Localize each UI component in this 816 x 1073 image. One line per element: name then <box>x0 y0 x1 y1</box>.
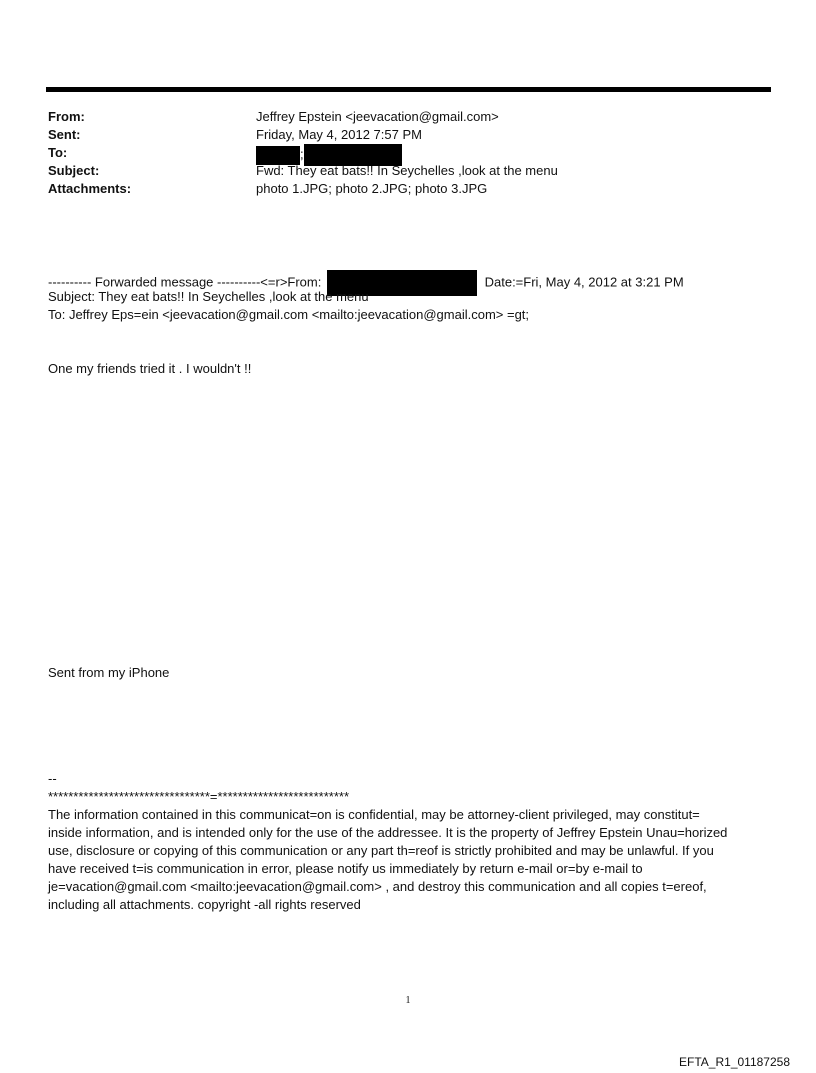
forwarded-subject: Subject: They eat bats!! In Seychelles ,look at the menu <box>48 289 369 304</box>
from-label: From: <box>48 109 85 124</box>
disclaimer-line: The information contained in this communicat=on is confidential, may be attorney-client privileged, may constitut= <box>48 807 700 822</box>
header-rule <box>46 87 771 92</box>
from-value: Jeffrey Epstein <jeevacation@gmail.com> <box>256 109 499 124</box>
attachments-value: photo 1.JPG; photo 2.JPG; photo 3.JPG <box>256 181 488 196</box>
disclaimer-text <box>48 806 768 914</box>
disclaimer-line: je=vacation@gmail.com <mailto:jeevacation@gmail.com> , and destroy this communication and all copies t=ereof, <box>48 879 707 894</box>
disclaimer-line: including all attachments. copyright -all rights reserved <box>48 897 361 912</box>
forwarded-to: To: Jeffrey Eps=ein <jeevacation@gmail.com <mailto:jeevacation@gmail.com> =gt; <box>48 307 530 322</box>
disclaimer-stars: ********************************=************************** <box>48 789 350 804</box>
sent-label: Sent: <box>48 127 81 142</box>
subject-value: Fwd: They eat bats!! In Seychelles ,look at the menu <box>256 163 558 178</box>
attachments-label: Attachments: <box>48 181 132 196</box>
message-body: One my friends tried it . I wouldn't !! <box>48 361 252 376</box>
to-label: To: <box>48 145 68 160</box>
page-number: 1 <box>405 995 411 1006</box>
forwarded-date: Date:=Fri, May 4, 2012 at 3:21 PM <box>484 274 684 290</box>
subject-label: Subject: <box>48 163 100 178</box>
disclaimer-line: use, disclosure or copying of this communication or any part th=reof is strictly prohibited and may be unlawful. If you <box>48 843 714 858</box>
sent-value: Friday, May 4, 2012 7:57 PM <box>256 127 422 142</box>
document-id: EFTA_R1_01187258 <box>679 1055 790 1069</box>
disclaimer-dashes: -- <box>48 771 57 786</box>
disclaimer-line: have received t=is communication in error, please notify us immediately by return e-mail or=by e-mail to <box>48 861 643 876</box>
to-separator: ; <box>300 146 304 162</box>
signature: Sent from my iPhone <box>48 665 170 680</box>
disclaimer-line: inside information, and is intended only for the use of the addressee. It is the property of Jeffrey Epstein Unau=horized <box>48 825 728 840</box>
forwarded-from: ---------- Forwarded message ----------<=r>From: <box>48 274 322 290</box>
